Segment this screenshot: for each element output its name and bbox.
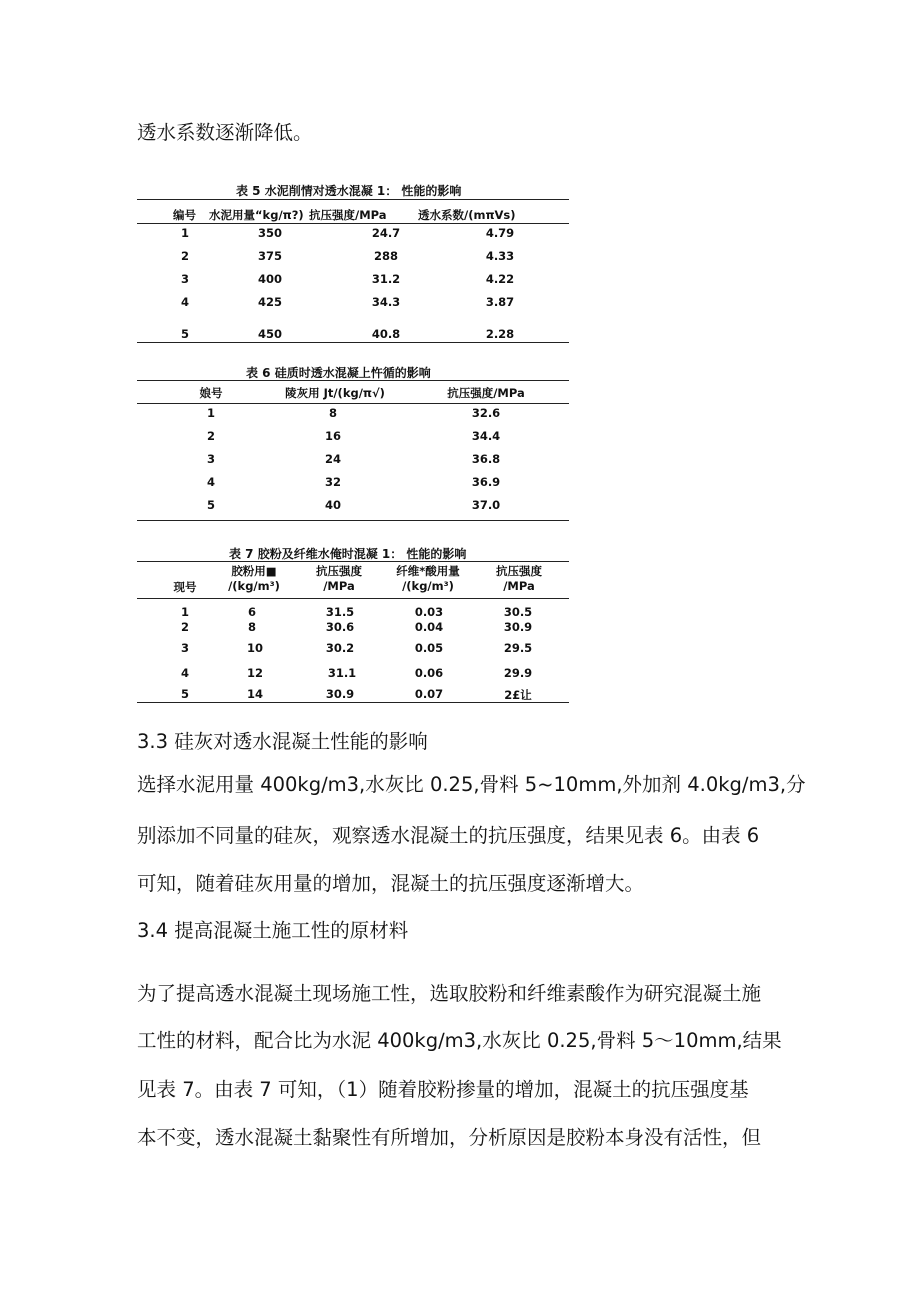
table-cell: 2 — [180, 620, 190, 634]
header-line: /(kg/m³) — [228, 579, 280, 593]
table-7-header-rubber — [228, 564, 280, 594]
table-cell: 4 — [180, 295, 190, 309]
table-6-bottom-rule — [137, 520, 569, 521]
table-cell: 30.9 — [503, 620, 533, 634]
section-3-4-heading: 3.4 提高混凝土施工性的原材料 — [137, 919, 409, 942]
table-5-top-rule — [137, 199, 569, 200]
table-cell: 31.2 — [371, 272, 401, 286]
table-5-header-no: 编号 — [173, 208, 196, 222]
table-cell: 32 — [324, 475, 342, 489]
table-cell: 34.4 — [471, 429, 501, 443]
paragraph-top-line: 透水系数逐渐降低。 — [137, 121, 313, 144]
table-cell: 40 — [324, 498, 342, 512]
table-cell: 30.5 — [503, 605, 533, 619]
table-7-header-strength-2 — [496, 564, 542, 594]
section-3-3-line-1: 选择水泥用量 400kg∕m3,水灰比 0.25,骨料 5~10mm,外加剂 4.0kg∕m3,分 — [137, 773, 806, 796]
section-3-4-line-4: 本不变，透水混凝土黏聚性有所增加，分析原因是胶粉本身没有活性，但 — [137, 1126, 762, 1149]
section-3-4-line-3: 见表 7。由表 7 可知，（1）随着胶粉掺量的增加，混凝土的抗压强度基 — [137, 1078, 749, 1101]
table-cell: 3 — [180, 641, 190, 655]
table-7-header-no — [174, 580, 197, 595]
header-line: 抗压强度 — [496, 564, 542, 578]
table-cell: 3 — [206, 452, 216, 466]
table-cell: 30.9 — [325, 687, 355, 701]
table-cell: 12 — [246, 666, 264, 680]
header-line: /MPa — [503, 579, 535, 593]
header-line: 抗压强度 — [316, 564, 362, 578]
section-3-3-line-2: 别添加不同量的硅灰，观察透水混凝土的抗压强度，结果见表 6。由表 6 — [137, 824, 760, 847]
table-cell: 5 — [180, 327, 190, 341]
table-5-caption: 表 5 水泥削情对透水混凝 1： 性能的影响 — [236, 184, 462, 198]
table-cell: 1 — [180, 605, 190, 619]
section-3-4-line-2: 工性的材料，配合比为水泥 400kg∕m3,水灰比 0.25,骨料 5〜10mm,结果 — [137, 1029, 782, 1052]
header-line: 现号 — [173, 580, 197, 594]
table-cell: 4 — [206, 475, 216, 489]
table-cell: 30.6 — [325, 620, 355, 634]
table-cell: 4.22 — [485, 272, 515, 286]
table-cell: 29.9 — [503, 666, 533, 680]
table-cell: 40.8 — [371, 327, 401, 341]
table-cell: 1 — [206, 406, 216, 420]
table-6-caption: 表 6 硅质时透水混凝上忤循的影响 — [246, 366, 431, 380]
table-cell: 425 — [257, 295, 283, 309]
table-cell: 6 — [247, 605, 257, 619]
table-5-header-rule — [137, 223, 569, 224]
header-line: 纤维*酸用量 — [396, 564, 460, 578]
table-cell: 4.33 — [485, 249, 515, 263]
table-cell: 0.06 — [414, 666, 444, 680]
table-cell: 4.79 — [485, 226, 515, 240]
table-cell: 31.5 — [325, 605, 355, 619]
table-6-header-silica: 陵灰用 Jt∕(kg∕π√) — [285, 386, 385, 400]
table-6-header-strength: 抗压强度/MPa — [447, 386, 525, 400]
table-cell: 0.07 — [414, 687, 444, 701]
table-cell: 350 — [257, 226, 283, 240]
table-cell: 3.87 — [485, 295, 515, 309]
table-cell: 2£让 — [504, 688, 532, 702]
table-cell: 16 — [324, 429, 342, 443]
table-cell: 14 — [246, 687, 264, 701]
table-5-header-cement: 水泥用量“kg∕π?) — [209, 208, 304, 222]
table-cell: 8 — [328, 406, 338, 420]
table-6-header-no: 娘号 — [199, 386, 223, 400]
table-cell: 400 — [257, 272, 283, 286]
table-cell: 30.2 — [325, 641, 355, 655]
table-cell: 31.1 — [327, 666, 357, 680]
table-6-header-rule — [137, 403, 569, 404]
table-cell: 36.9 — [471, 475, 501, 489]
table-cell: 288 — [373, 249, 399, 263]
table-cell: 2 — [206, 429, 216, 443]
header-line: /MPa — [323, 579, 355, 593]
table-7-header-fiber — [396, 564, 460, 594]
table-cell: 4 — [180, 666, 190, 680]
table-cell: 24 — [324, 452, 342, 466]
table-cell: 5 — [180, 687, 190, 701]
table-cell: 2 — [180, 249, 190, 263]
table-7-bottom-rule — [137, 702, 569, 703]
table-cell: 32.6 — [471, 406, 501, 420]
table-5-header-permeability: 透水系数/(mπVs) — [418, 208, 516, 222]
table-cell: 34.3 — [371, 295, 401, 309]
table-cell: 0.03 — [414, 605, 444, 619]
section-3-3-heading: 3.3 硅灰对透水混凝土性能的影响 — [137, 730, 428, 753]
table-cell: 375 — [257, 249, 283, 263]
table-cell: 5 — [206, 498, 216, 512]
table-cell: 29.5 — [503, 641, 533, 655]
header-line: 胶粉用■ — [231, 564, 277, 578]
table-5-header-strength: 抗压强度/MPa — [309, 208, 387, 222]
table-5-bottom-rule — [137, 342, 569, 343]
table-cell: 24.7 — [371, 226, 401, 240]
table-cell: 37.0 — [471, 498, 501, 512]
table-6-top-rule — [137, 380, 569, 381]
table-cell: 36.8 — [471, 452, 501, 466]
table-cell: 8 — [247, 620, 257, 634]
table-cell: 0.05 — [414, 641, 444, 655]
header-line: /(kg/m³) — [402, 579, 454, 593]
table-7-caption: 表 7 胶粉及纤维水俺时混凝 1： 性能的影响 — [229, 547, 467, 561]
section-3-3-line-3: 可知，随着硅灰用量的增加，混凝土的抗压强度逐渐增大。 — [137, 872, 645, 895]
table-7-header-rule — [137, 598, 569, 599]
table-7-header-strength-1 — [316, 564, 362, 594]
table-cell: 0.04 — [414, 620, 444, 634]
table-cell: 1 — [180, 226, 190, 240]
section-3-4-line-1: 为了提高透水混凝土现场施工性，选取胶粉和纤维素酸作为研究混凝土施 — [137, 982, 762, 1005]
table-cell: 2.28 — [485, 327, 515, 341]
table-cell: 450 — [257, 327, 283, 341]
table-cell: 3 — [180, 272, 190, 286]
table-cell: 10 — [246, 641, 264, 655]
table-7-top-rule — [137, 561, 569, 562]
